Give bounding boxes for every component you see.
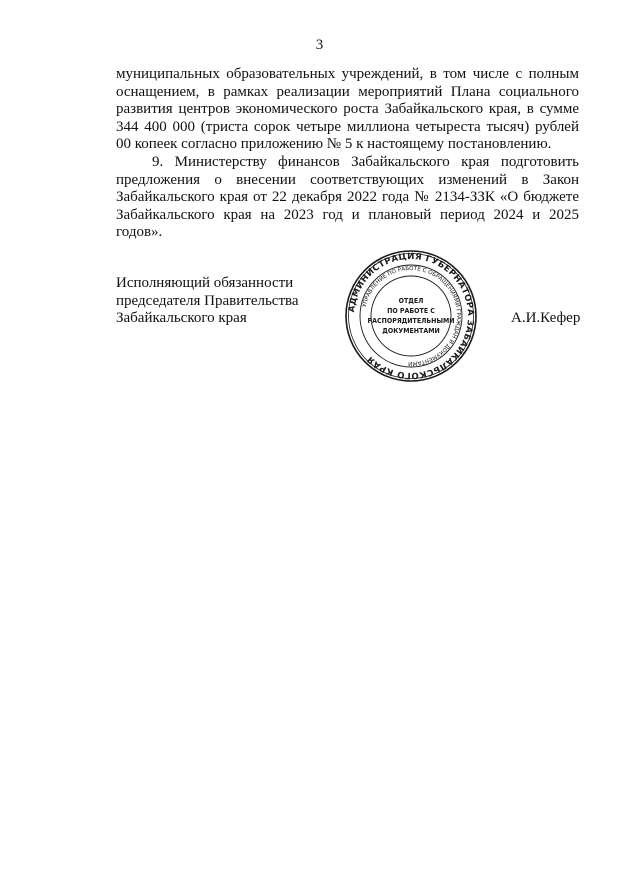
official-stamp xyxy=(343,249,479,383)
page-number: 3 xyxy=(315,37,324,53)
signer-name: А.И.Кефер xyxy=(511,310,581,326)
paragraph-continuation: муниципальных образовательных учреждений, в том числе с полным оснащением, в рамках реализации мероприятий Плана социального развития центров экономического роста Забайкальского края, в сумме 344 400 000 (триста сорок четыре миллиона четыреста тысяч) рублей 00 копеек согласно приложению № 5 к настоящему постановлению. xyxy=(116,66,579,153)
paragraph-item-9: 9. Министерству финансов Забайкальского края подготовить предложения о внесении соответствующих изменений в Закон Забайкальского края от 22 декабря 2022 года № 2134-ЗЗК «О бюджете Забайкальского края на 2023 год и плановый период 2024 и 2025 годов». xyxy=(116,153,579,241)
stamp-center-line: ДОКУМЕНТАМИ xyxy=(382,327,440,335)
signer-position-line: Забайкальского края xyxy=(116,310,247,327)
stamp-seal xyxy=(343,249,479,383)
signer-position xyxy=(116,275,299,328)
signer-position-line: Исполняющий обязанности xyxy=(116,275,294,291)
stamp-center-line: ОТДЕЛ xyxy=(398,297,424,305)
stamp-center-line: РАСПОРЯДИТЕЛЬНЫМИ xyxy=(367,317,455,325)
signer-position-line: председателя Правительства xyxy=(116,292,299,309)
stamp-inner-text: УПРАВЛЕНИЕ ПО РАБОТЕ С ОБРАЩЕНИЯМИ ГРАЖДАН И ДОКУМЕНТАМИ xyxy=(361,265,462,367)
stamp-center-line: ПО РАБОТЕ С xyxy=(387,307,435,315)
stamp-outer-text: АДМИНИСТРАЦИЯ ГУБЕРНАТОРА ЗАБАЙКАЛЬСКОГО КРАЯ xyxy=(347,251,476,381)
document-body xyxy=(116,66,579,242)
